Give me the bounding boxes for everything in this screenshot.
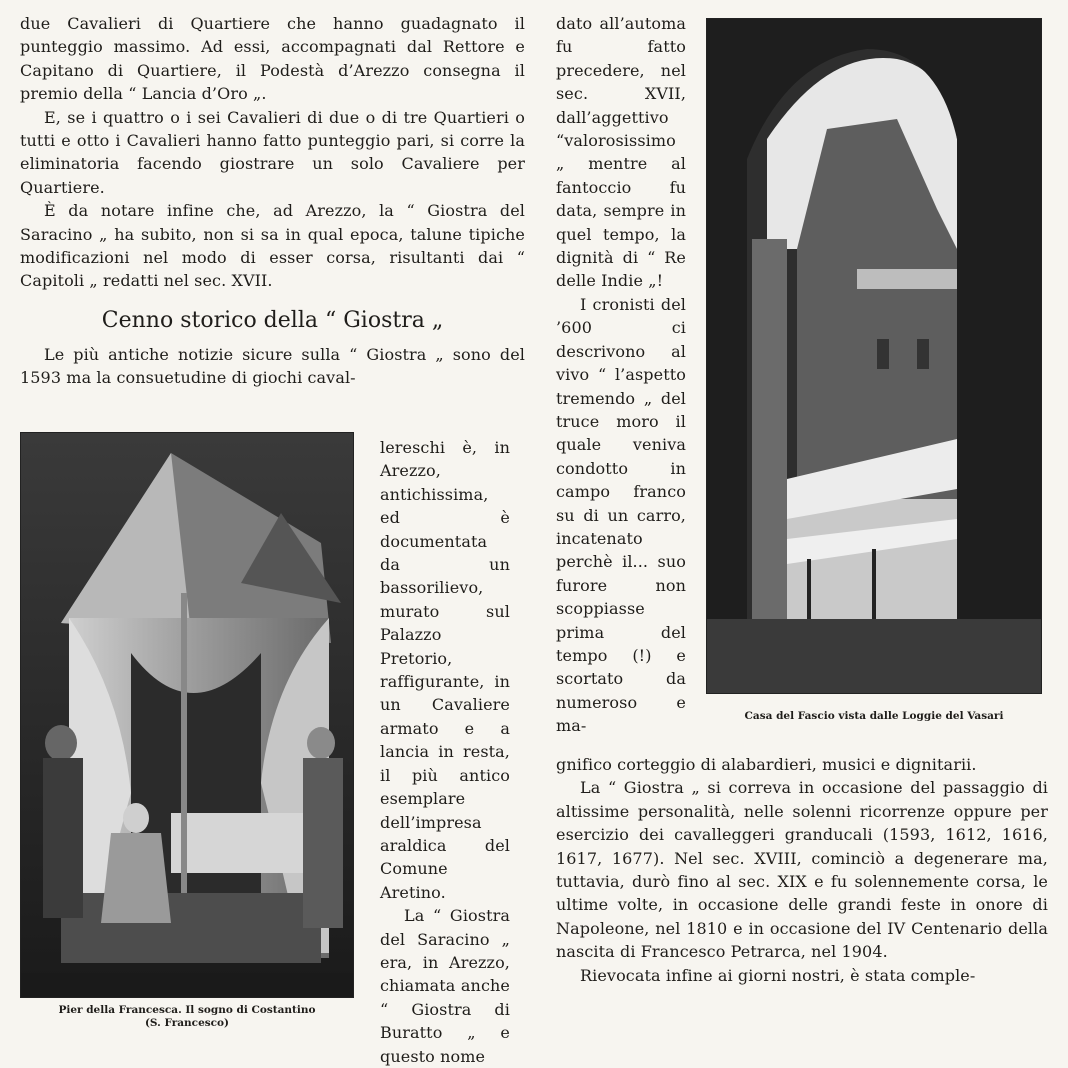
right-bottom-text xyxy=(556,753,1048,987)
right-narrow-text-column xyxy=(556,12,686,738)
paragraph: Rievocata infine ai giorni nostri, è stata comple- xyxy=(580,965,976,985)
paragraph: E, se i quattro o i sei Cavalieri di due o di tre Quartieri o tutti e otto i Cavalieri hanno fatto punteggio pari, si corre la eliminatoria facendo giostrare un solo Cavaliere per Quartiere. xyxy=(20,107,525,197)
paragraph: Le più antiche notizie sicure sulla “ Giostra „ sono del 1593 ma la consuetudine di giochi caval- xyxy=(20,344,525,388)
paragraph: dato all’automa fu fatto precedere, nel sec. XVII, dall’aggettivo “valorosissimo „ mentre al fantoccio fu data, sempre in quel tempo, la dignità di “ Re delle Indie „! xyxy=(556,14,686,291)
paragraph: La “ Giostra „ si correva in occasione del passaggio di altissime personalità, nelle solenni ricorrenze oppure per esercizio dei cavalleggeri granducali (1593, 1612, 1616, 1617, 1677). Nel sec. XVIII, cominciò a degenerare ma, tuttavia, durò fino al sec. XIX e fu solennemente corsa, le ultime volte, in occasione delle grandi feste in onore di Napoleone, nel 1810 e in occasione del IV Centenario della nascita di Francesco Petrarca, nel 1904. xyxy=(556,778,1048,962)
paragraph: La “ Giostra del Saracino „ era, in Arezzo, chiamata anche “ Giostra di Buratto „ e questo nome xyxy=(380,906,510,1066)
photo-image xyxy=(706,18,1042,694)
paragraph: lereschi è, in Arezzo, antichissima, ed è documentata da un bassorilievo, murato sul Palazzo Pretorio, raffigurante, in un Cavaliere armato e a lancia in resta, il più antico esemplare dell’impresa araldica del Comune Aretino. xyxy=(380,438,510,902)
paragraph: gnifico corteggio di alabardieri, musici e dignitarii. xyxy=(556,755,977,774)
figure-caption xyxy=(20,1004,354,1030)
paragraph: due Cavalieri di Quartiere che hanno guadagnato il punteggio massimo. Ad essi, accompagnati dal Rettore e Capitano di Quartiere, il Podestà d’Arezzo consegna il premio della “ Lancia d’Oro „. xyxy=(20,14,525,104)
left-narrow-text-column xyxy=(380,436,510,1068)
section-heading: Cenno storico della “ Giostra „ xyxy=(101,307,444,333)
right-figure xyxy=(706,18,1042,694)
paragraph: È da notare infine che, ad Arezzo, la “ Giostra del Saracino „ ha subito, non si sa in qual epoca, talune tipiche modificazioni nel modo di esser corsa, risultanti dai “ Capitoli „ redatti nel sec. XVII. xyxy=(20,201,525,291)
caption-line: Pier della Francesca. Il sogno di Costantino xyxy=(58,1004,316,1016)
painting-image xyxy=(20,432,354,998)
left-text-column xyxy=(20,12,525,390)
paragraph: I cronisti del ’600 ci descrivono al vivo “ l’aspetto tremendo „ del truce moro il quale veniva condotto in campo franco su di un carro, incatenato perchè il... suo furore non scoppiasse prima del tempo (!) e scortato da numeroso e ma- xyxy=(556,294,686,736)
caption-line: (S. Francesco) xyxy=(144,1017,230,1029)
figure-caption: Casa del Fascio vista dalle Loggie del Vasari xyxy=(744,710,1004,722)
left-figure xyxy=(20,432,354,1029)
